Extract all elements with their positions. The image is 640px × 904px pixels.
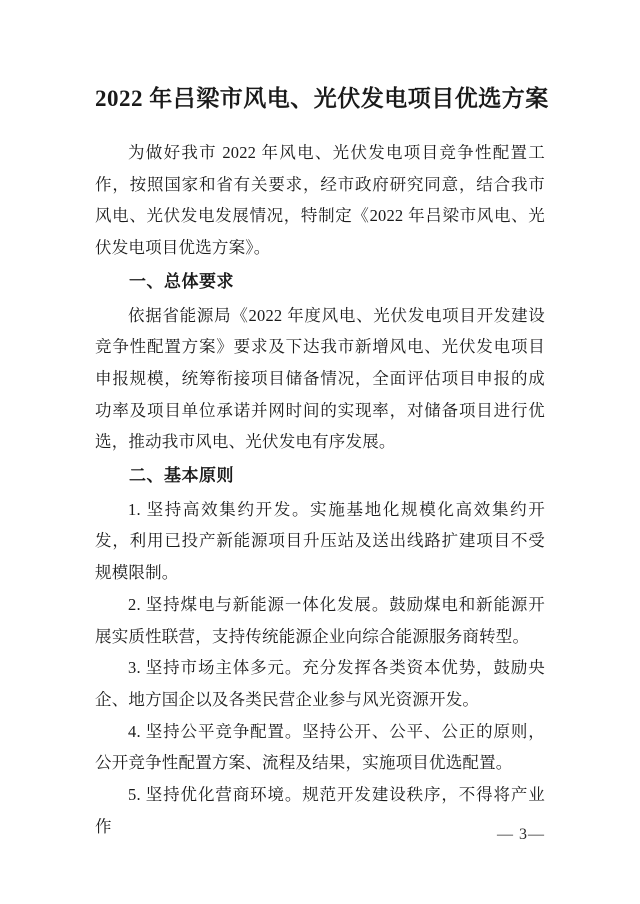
page-number: — 3— — [497, 826, 545, 843]
document-content — [95, 84, 549, 842]
paragraph-overall-requirements: 依据省能源局《2022 年度风电、光伏发电项目开发建设竞争性配置方案》要求及下达我市新增风电、光伏发电项目申报规模，统筹衔接项目储备情况，全面评估项目申报的成功率及项目单位承诺并网时间的实现率，对储备项目进行优选，推动我市风电、光伏发电有序发展。 — [95, 305, 545, 452]
paragraph-principle-4: 4. 坚持公平竞争配置。坚持公开、公平、公正的原则，公开竞争性配置方案、流程及结果，实施项目优选配置。 — [95, 721, 545, 773]
section-heading-basic-principles: 二、基本原则 — [129, 466, 234, 486]
document-title: 2022 年吕梁市风电、光伏发电项目优选方案 — [95, 86, 549, 111]
paragraph-principle-5: 5. 坚持优化营商环境。规范开发建设秩序，不得将产业作 — [95, 785, 545, 836]
section-heading-overall-requirements: 一、总体要求 — [129, 271, 234, 291]
paragraph-intro: 为做好我市 2022 年风电、光伏发电项目竞争性配置工作，按照国家和省有关要求，经市政府研究同意，结合我市风电、光伏发电发展情况，特制定《2022 年吕梁市风电、光伏发电项目优选方案》。 — [95, 143, 545, 258]
paragraph-principle-1: 1. 坚持高效集约开发。实施基地化规模化高效集约开发，利用已投产新能源项目升压站及送出线路扩建项目不受规模限制。 — [95, 499, 545, 583]
paragraph-principle-3: 3. 坚持市场主体多元。充分发挥各类资本优势，鼓励央企、地方国企以及各类民营企业参与风光资源开发。 — [95, 658, 545, 709]
paragraph-principle-2: 2. 坚持煤电与新能源一体化发展。鼓励煤电和新能源开展实质性联营，支持传统能源企业向综合能源服务商转型。 — [95, 594, 545, 646]
